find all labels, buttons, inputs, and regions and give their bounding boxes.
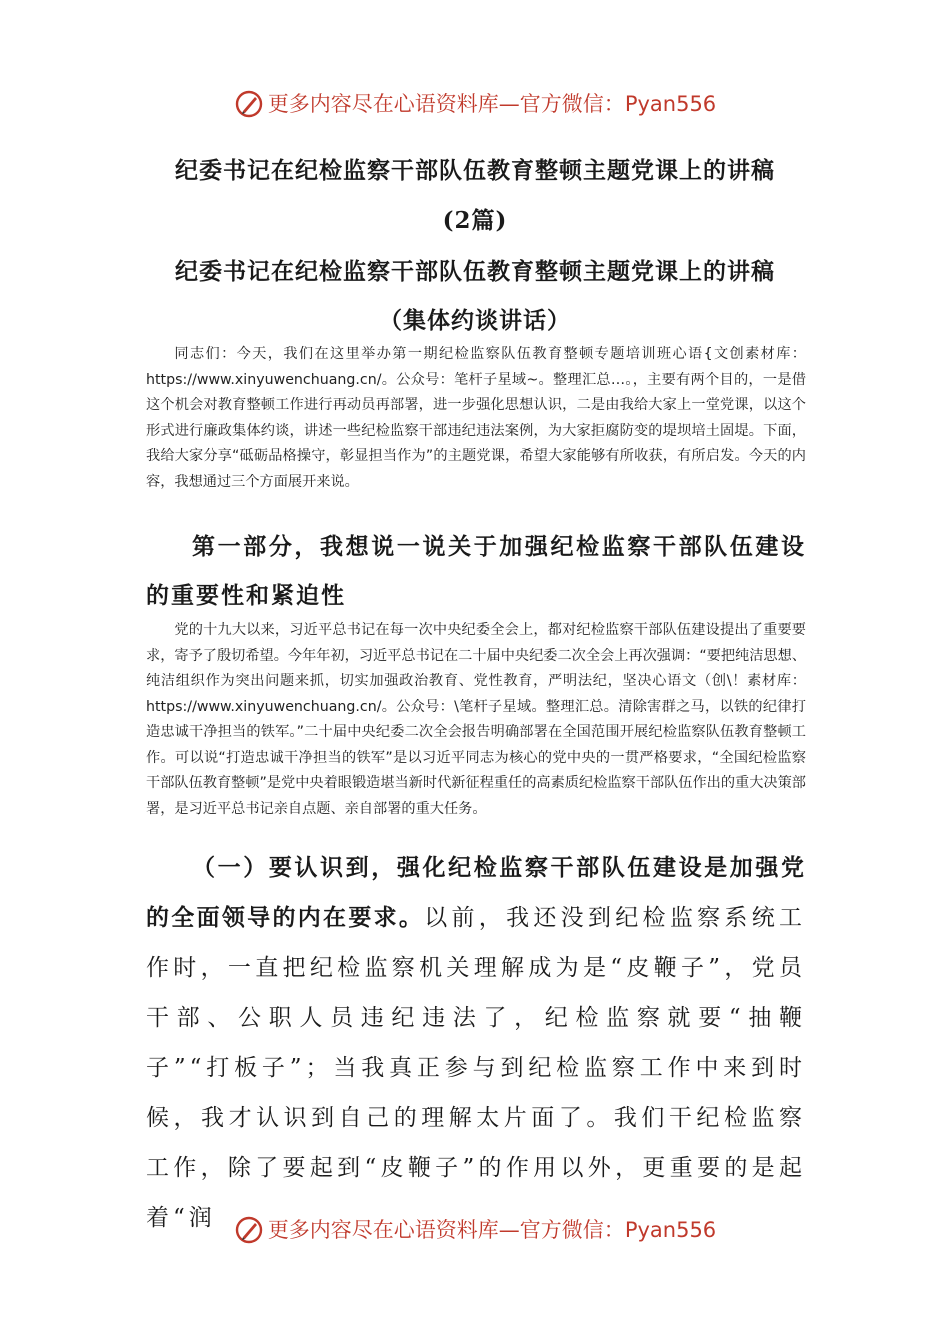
intro-paragraph: 同志们：今天，我们在这里举办第一期纪检监察队伍教育整顿专题培训班心语{文创素材库：https://www.xinyuwenchuang.cn/。公众号：笔杆子星域~。整理汇总…。，主要有两个目的，一是借这个机会对教育整顿工作进行再动员再部署，进一步强化思想认识，二是由我给大家上一堂党课，以这个形式进行廉政集体约谈，讲述一些纪检监察干部违纪违法案例，为大家拒腐防变的堤坝培土固堤。下面，我给大家分享“砥砺品格操守，彰显担当作为”的主题党课，希望大家能够有所收获，有所启发。今天的内容，我想通过三个方面展开来说。	[146, 346, 806, 490]
section1-heading: 第一部分，我想说一说关于加强纪检监察干部队伍建设的重要性和紧迫性	[146, 533, 806, 609]
pen-logo-icon	[234, 1215, 264, 1245]
point1-text: 以前，我还没到纪检监察系统工作时，一直把纪检监察机关理解成为是“皮鞭子”，党员干部、公职人员违纪违法了，纪检监察就要“抽鞭子”“打板子”；当我真正参与到纪检监察工作中来到时候，我才认识到自己的理解太片面了。我们干纪检监察工作，除了要起到“皮鞭子”的作用以外，更重要的是起着“润	[146, 905, 807, 1231]
banner-wechat-id: Pyan556	[624, 92, 717, 116]
pen-logo-icon	[234, 89, 264, 119]
header-banner	[0, 88, 950, 119]
doc-title-line2: (2篇)	[442, 207, 508, 234]
doc-subtitle-line1: 纪委书记在纪检监察干部队伍教育整顿主题党课上的讲稿	[175, 258, 775, 285]
point1-paragraph	[146, 843, 806, 1243]
banner-text: 更多内容尽在心语资料库—官方微信：	[267, 92, 625, 116]
section1-paragraph: 党的十九大以来，习近平总书记在每一次中央纪委全会上，都对纪检监察干部队伍建设提出了重要要求，寄予了殷切希望。今年年初，习近平总书记在二十届中央纪委二次全会上再次强调：“要把纯洁思想、纯洁组织作为突出问题来抓，切实加强政治教育、党性教育，严明法纪，坚决心语文（创\！素材库：https://www.xinyuwenchuang.cn/。公众号：\笔杆子星域。整理汇总。清除害群之马，以铁的纪律打造忠诚干净担当的铁军。”二十届中央纪委二次全会报告明确部署在全国范围开展纪检监察队伍教育整顿工作。可以说“打造忠诚干净担当的铁军”是以习近平同志为核心的党中央的一贯严格要求，“全国纪检监察干部队伍教育整顿”是党中央着眼锻造堪当新时代新征程重任的高素质纪检监察干部队伍作出的重大决策部署，是习近平总书记亲自点题、亲自部署的重大任务。	[146, 622, 806, 817]
footer-banner	[0, 1214, 950, 1245]
point1-bold-lead: （一）要认识到，强化纪检监察干部队伍建设是加强党的全面领导的内在要求。	[146, 854, 806, 931]
doc-subtitle-line2: （集体约谈讲话）	[379, 307, 571, 334]
footer-banner-wechat-id: Pyan556	[624, 1218, 717, 1242]
footer-banner-text: 更多内容尽在心语资料库—官方微信：	[267, 1218, 625, 1242]
doc-title-line1: 纪委书记在纪检监察干部队伍教育整顿主题党课上的讲稿	[175, 157, 775, 184]
